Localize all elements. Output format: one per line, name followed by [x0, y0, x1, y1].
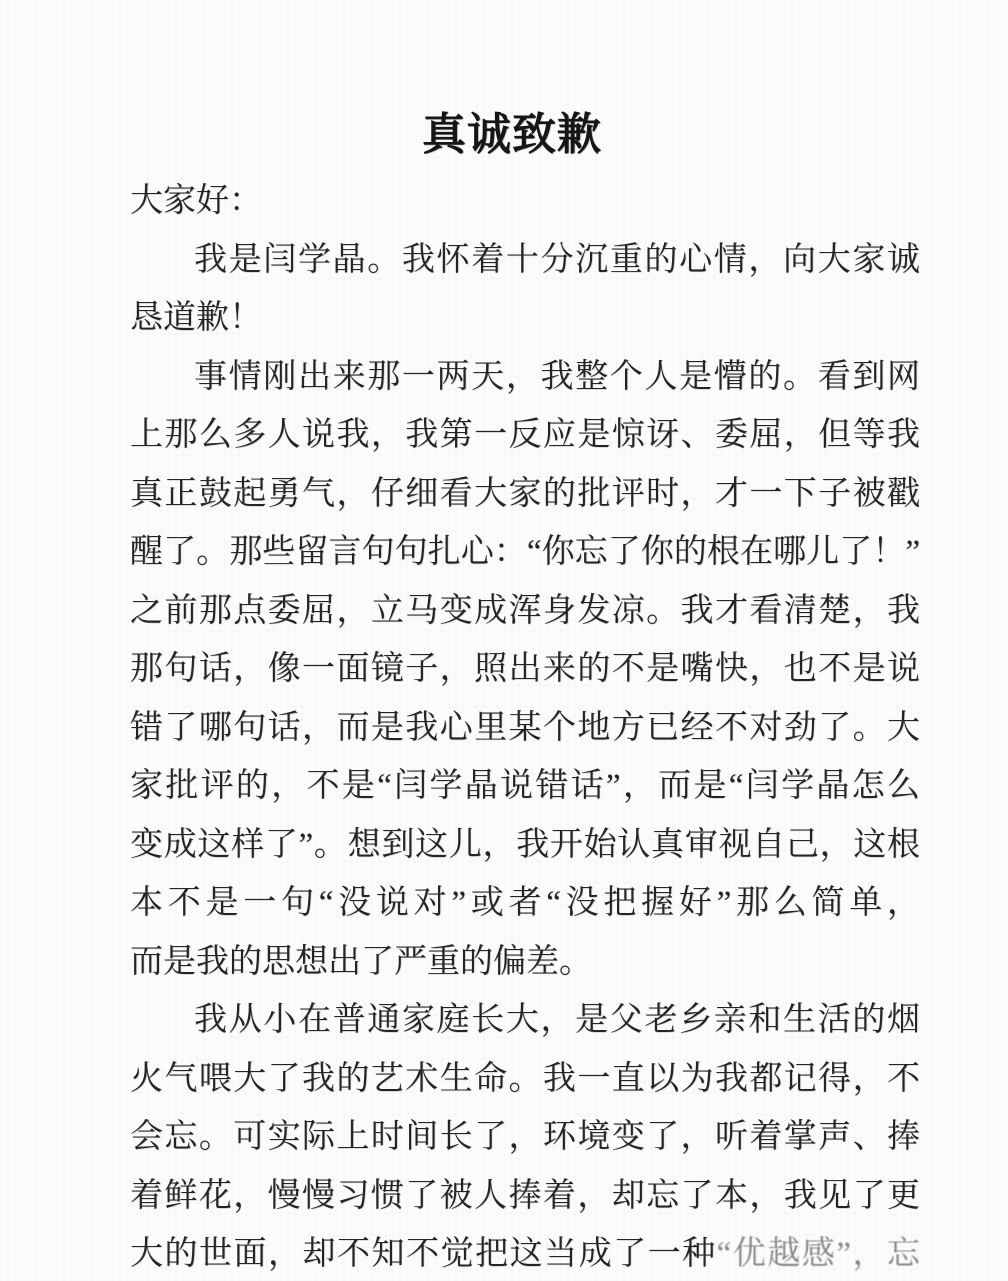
- text-line: [130, 991, 920, 1050]
- text-line: [130, 640, 920, 699]
- text-line: [130, 1225, 920, 1281]
- text-line-content: 大的世面，却不知不觉把这当成了一种: [130, 1236, 717, 1272]
- text-line: [130, 1167, 920, 1226]
- text-line-content: 大家好：: [130, 183, 262, 219]
- text-line-content: 会忘。可实际上时间长了，环境变了，听着掌声、捧: [130, 1119, 920, 1155]
- text-line-content: 真正鼓起勇气，仔细看大家的批评时，才一下子被戳: [130, 475, 920, 512]
- text-line-content: 本不是一句“没说对”或者“没把握好”那么简单，: [130, 885, 920, 921]
- document-title: 真诚致歉: [422, 110, 602, 159]
- text-line-content: 而是我的思想出了严重的偏差。: [130, 943, 592, 980]
- text-line-content: 火气喂大了我的艺术生命。我一直以为我都记得，不: [130, 1060, 920, 1097]
- text-line: [130, 289, 920, 348]
- text-line-content: 之前那点委屈，立马变成浑身发凉。我才看清楚，我: [130, 592, 920, 629]
- text-line-content: 醒了。那些留言句句扎心：“你忘了你的根在哪儿了！”: [130, 534, 920, 570]
- text-line-content: 恳道歉！: [130, 300, 262, 336]
- text-line: [130, 406, 920, 465]
- text-line: [130, 1050, 920, 1109]
- text-line-content: 我从小在普通家庭长大，是父老乡亲和生活的烟: [194, 1002, 920, 1038]
- text-line-content: 着鲜花，慢慢习惯了被人捧着，却忘了本，我见了更: [130, 1177, 920, 1214]
- text-line: [130, 231, 920, 290]
- document-body: [130, 172, 920, 1281]
- text-line-content: 变成这样了”。想到这儿，我开始认真审视自己，这根: [130, 826, 920, 863]
- text-line: [130, 348, 920, 407]
- text-line-content: 上那么多人说我，我第一反应是惊讶、委屈，但等我: [130, 417, 920, 453]
- text-line-content: 家批评的，不是“闫学晶说错话”，而是“闫学晶怎么: [130, 768, 920, 804]
- text-line: [130, 874, 920, 933]
- text-line: [130, 699, 920, 758]
- text-line: [130, 172, 920, 231]
- text-line: [130, 757, 920, 816]
- text-line-content: 事情刚出来那一两天，我整个人是懵的。看到网: [194, 358, 920, 395]
- text-line: [130, 933, 920, 992]
- text-line: [130, 465, 920, 524]
- text-line: [130, 1108, 920, 1167]
- text-line-content: 我是闫学晶。我怀着十分沉重的心情，向大家诚: [194, 241, 920, 278]
- text-line: [130, 816, 920, 875]
- text-line: [130, 582, 920, 641]
- text-line-content: 错了哪句话，而是我心里某个地方已经不对劲了。大: [130, 709, 920, 746]
- faded-text: “优越感”，忘: [716, 1236, 920, 1272]
- text-line: [130, 523, 920, 582]
- text-line-content: 那句话，像一面镜子，照出来的不是嘴快，也不是说: [130, 651, 920, 687]
